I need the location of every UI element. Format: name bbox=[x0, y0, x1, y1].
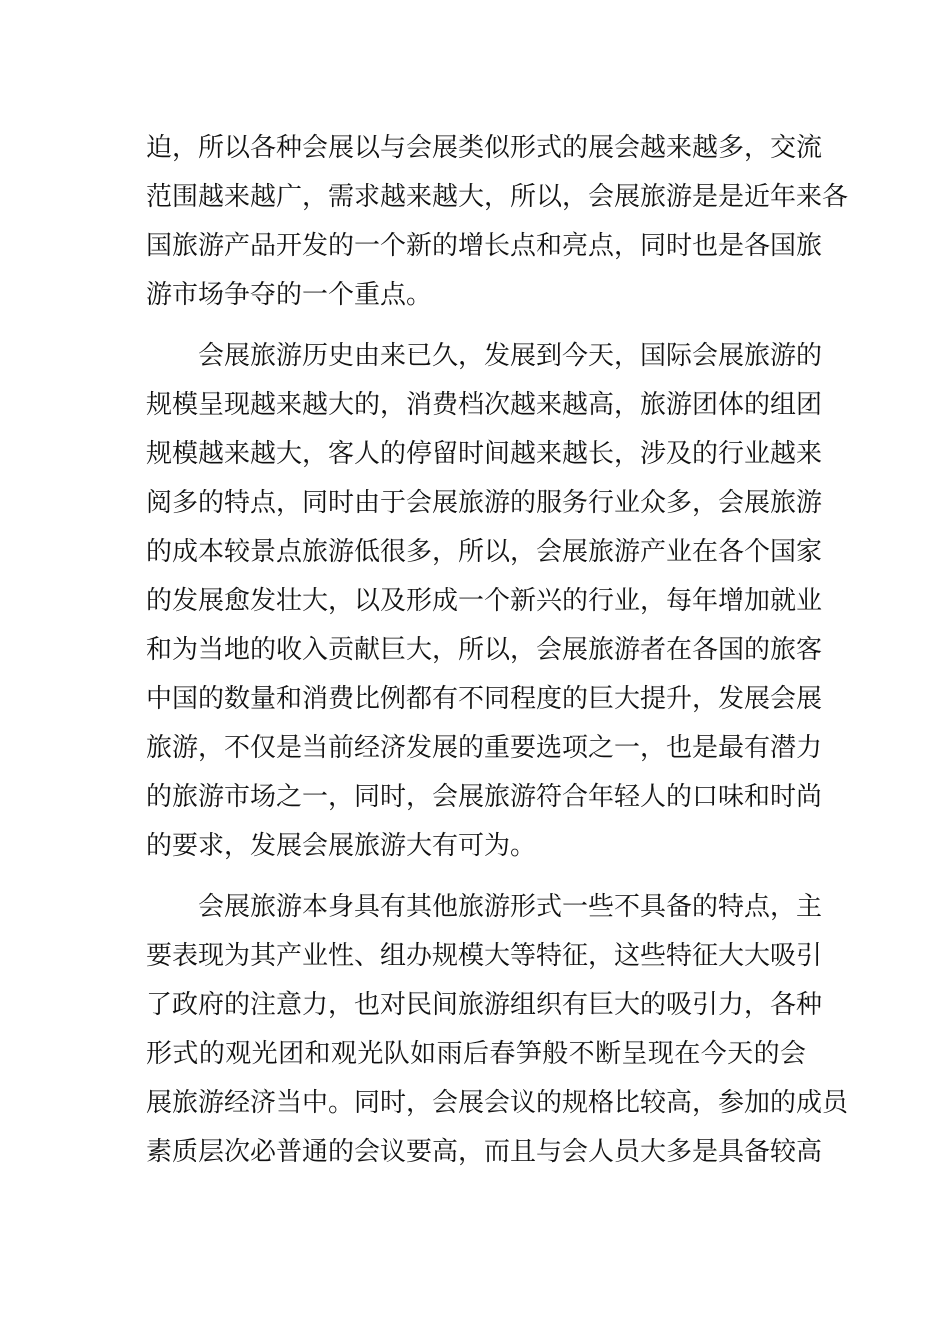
text-line: 的发展愈发壮大，以及形成一个新兴的行业，每年增加就业 bbox=[146, 586, 823, 616]
text-line: 规模越来越大，客人的停留时间越来越长，涉及的行业越来 bbox=[146, 439, 823, 469]
text-line: 国旅游产品开发的一个新的增长点和亮点，同时也是各国旅 bbox=[146, 231, 823, 261]
text-line: 迫，所以各种会展以与会展类似形式的展会越来越多，交流 bbox=[146, 133, 823, 163]
text-line: 的要求，发展会展旅游大有可为。 bbox=[146, 831, 537, 861]
text-line: 要表现为其产业性、组办规模大等特征，这些特征大大吸引 bbox=[146, 941, 823, 971]
paragraph-2 bbox=[146, 332, 823, 871]
text-line: 中国的数量和消费比例都有不同程度的巨大提升，发展会展 bbox=[146, 684, 823, 714]
text-line: 展旅游经济当中。同时，会展会议的规格比较高，参加的成员 bbox=[146, 1088, 849, 1118]
text-line: 会展旅游历史由来已久，发展到今天，国际会展旅游的 bbox=[146, 341, 823, 371]
text-line: 的成本较景点旅游低很多，所以，会展旅游产业在各个国家 bbox=[146, 537, 823, 567]
document-body bbox=[146, 124, 849, 1189]
text-line: 和为当地的收入贡献巨大，所以，会展旅游者在各国的旅客 bbox=[146, 635, 823, 665]
text-line: 的旅游市场之一，同时，会展旅游符合年轻人的口味和时尚 bbox=[146, 782, 823, 812]
paragraph-3 bbox=[146, 883, 849, 1177]
text-line: 阅多的特点，同时由于会展旅游的服务行业众多，会展旅游 bbox=[146, 488, 823, 518]
text-line: 范围越来越广，需求越来越大，所以，会展旅游是是近年来各 bbox=[146, 182, 849, 212]
text-line: 形式的观光团和观光队如雨后春笋般不断呈现在今天的会 bbox=[146, 1039, 806, 1069]
text-line: 游市场争夺的一个重点。 bbox=[146, 280, 433, 310]
text-line: 旅游，不仅是当前经济发展的重要选项之一，也是最有潜力 bbox=[146, 733, 823, 763]
text-line: 素质层次必普通的会议要高，而且与会人员大多是具备较高 bbox=[146, 1137, 823, 1167]
text-line: 规模呈现越来越大的，消费档次越来越高，旅游团体的组团 bbox=[146, 390, 823, 420]
text-line: 会展旅游本身具有其他旅游形式一些不具备的特点，主 bbox=[146, 892, 823, 922]
paragraph-1 bbox=[146, 124, 849, 320]
text-line: 了政府的注意力，也对民间旅游组织有巨大的吸引力，各种 bbox=[146, 990, 823, 1020]
